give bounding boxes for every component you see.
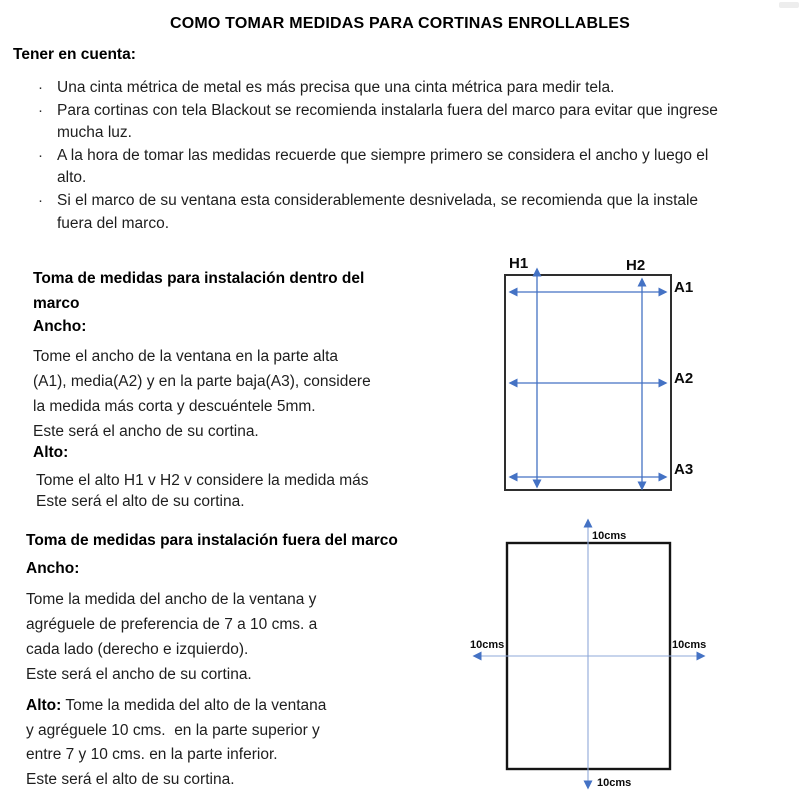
note-heading: Tener en cuenta: (13, 46, 136, 63)
bullet-icon: · (38, 101, 43, 119)
list-item (38, 100, 783, 145)
label-a1: A1 (674, 279, 694, 296)
bullet-text: mucha luz. (57, 124, 132, 142)
list-item (38, 190, 783, 235)
diagram-outside-frame (460, 508, 716, 800)
section-outside-heading: Toma de medidas para instalación fuera del marco (26, 532, 398, 549)
outside-ancho-text (26, 587, 317, 687)
label-a2: A2 (674, 370, 694, 387)
outside-alto-label: Alto: (26, 697, 62, 714)
outside-ancho-label: Ancho: (26, 560, 80, 577)
list-item (38, 77, 783, 100)
bullet-text: fuera del marco. (57, 214, 169, 232)
diagram-inside-frame (495, 250, 680, 500)
text-line (26, 694, 326, 719)
label-10cms-right: 10cms (672, 639, 707, 651)
label-10cms-top: 10cms (592, 530, 627, 542)
bullet-icon: · (38, 79, 43, 96)
text-line: Este será el ancho de su cortina. (33, 423, 259, 440)
bullet-icon: · (38, 191, 43, 209)
inside-alto-text (36, 471, 369, 512)
bullet-text: A la hora de tomar las medidas recuerde que siempre primero se considera el ancho y luego el (57, 146, 709, 164)
inside-ancho-label: Ancho: (33, 318, 87, 335)
text-line: y agréguele 10 cms. en la parte superior y (26, 721, 320, 739)
list-item (38, 145, 783, 190)
text-span: Tome la medida del alto de la ventana (65, 697, 327, 714)
scrollbar-artifact (779, 2, 799, 8)
bullet-text: Si el marco de su ventana esta considerablemente desnivelada, se recomienda que la instale (57, 191, 699, 209)
text-line: agréguele de preferencia de 7 a 10 cms. a (26, 616, 318, 633)
label-h1: H1 (509, 255, 529, 272)
heading-line: marco (33, 295, 80, 312)
bullet-text: alto. (57, 169, 87, 187)
text-line: Este será el alto de su cortina. (36, 492, 245, 510)
label-a3: A3 (674, 461, 694, 478)
text-line: la medida más corta y descuéntele 5mm. (33, 398, 316, 415)
inside-alto-label: Alto: (33, 444, 69, 461)
outside-alto-text (26, 694, 326, 792)
inside-ancho-text (33, 344, 371, 444)
text-line: entre 7 y 10 cms. en la parte inferior. (26, 746, 278, 764)
text-line: Tome la medida del ancho de la ventana y (26, 591, 317, 608)
label-10cms-left: 10cms (470, 639, 505, 651)
bullet-text: Para cortinas con tela Blackout se recomienda instalarla fuera del marco para evitar que ingrese (57, 101, 718, 119)
bullet-text: Una cinta métrica de metal es más precisa que una cinta métrica para medir tela. (57, 79, 615, 96)
page-title: COMO TOMAR MEDIDAS PARA CORTINAS ENROLLABLES (169, 15, 631, 32)
bullet-list (38, 77, 783, 235)
text-line: Este será el alto de su cortina. (26, 770, 235, 788)
text-line: Este será el ancho de su cortina. (26, 666, 252, 683)
text-line: (A1), media(A2) y en la parte baja(A3), considere (33, 373, 371, 390)
label-h2: H2 (626, 257, 646, 274)
label-10cms-bottom: 10cms (597, 777, 632, 789)
text-line: Tome el alto H1 v H2 v considere la medida más (36, 472, 369, 489)
text-line: cada lado (derecho e izquierdo). (26, 641, 249, 658)
bullet-icon: · (38, 146, 43, 164)
heading-line: Toma de medidas para instalación dentro del (33, 270, 365, 287)
section-inside-heading (33, 266, 364, 316)
text-line: Tome el ancho de la ventana en la parte alta (33, 348, 339, 365)
